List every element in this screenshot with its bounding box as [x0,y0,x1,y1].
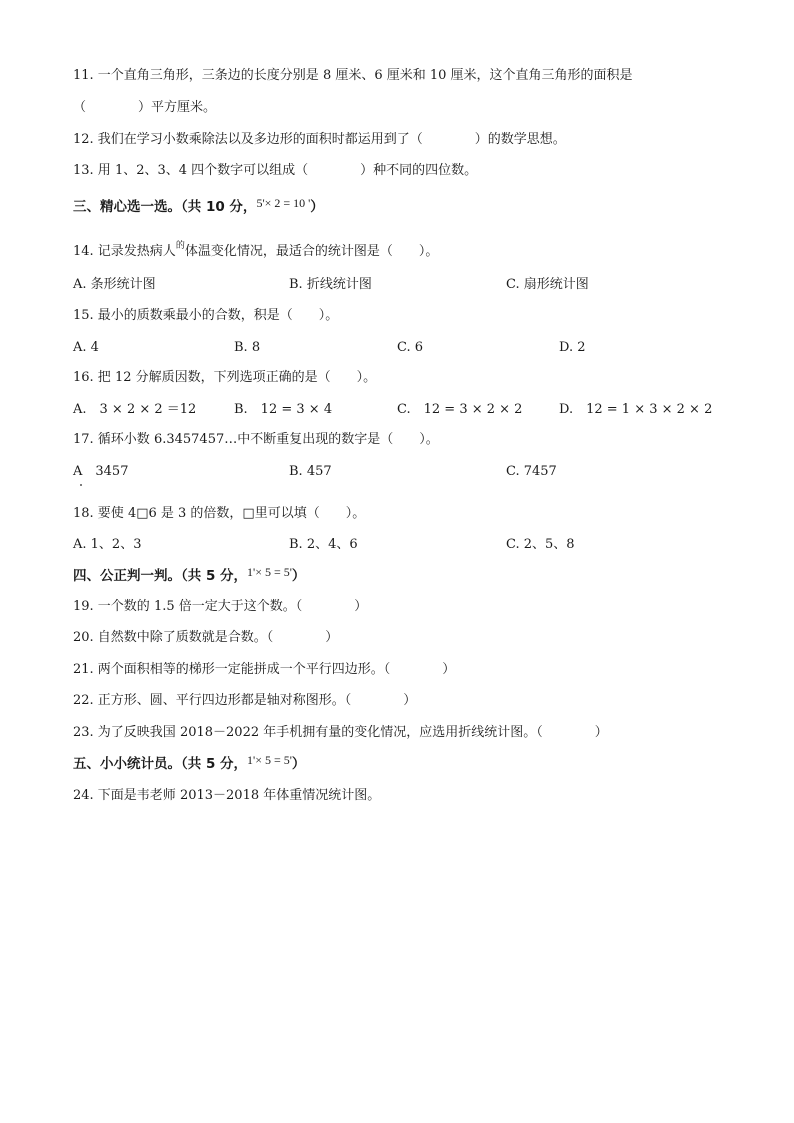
question-17-option-a: A 3457 [73,464,129,479]
section-3-title: 三、精心选一选。（共 10 分， [73,199,257,215]
question-15-option-d: D. 2 [559,340,586,355]
section-4-title: 四、公正判一判。（共 5 分， [73,568,248,584]
section-3-score-formula: 5'× 2 = 10 ' [256,196,311,210]
section-5-heading [73,754,305,774]
stray-dot-mark [80,484,82,486]
section-3-close: ） [310,199,324,215]
section-5-score-formula: 1'× 5 = 5' [247,753,292,767]
question-16-option-d: D. 12 = 1 × 3 × 2 × 2 [559,402,713,417]
question-23: 23. 为了反映我国 2018－2022 年手机拥有量的变化情况，应选用折线统计图。（ ） [73,725,608,740]
question-15: 15. 最小的质数乘最小的合数，积是（ ）。 [73,308,339,323]
section-3-heading [73,197,324,217]
question-14-before: 14. 记录发热病人 [73,244,176,259]
question-15-option-a: A. 4 [73,340,99,355]
question-11-line-2: （ ）平方厘米。 [73,100,217,115]
question-14-option-a: A. 条形统计图 [73,277,156,292]
question-15-option-b: B. 8 [234,340,261,355]
question-18-option-c: C. 2、5、8 [506,537,575,552]
question-21: 21. 两个面积相等的梯形一定能拼成一个平行四边形。（ ） [73,662,456,677]
question-18-option-a: A. 1、2、3 [73,537,142,552]
question-14-option-c: C. 扇形统计图 [506,277,589,292]
question-17-option-c: C. 7457 [506,464,557,479]
question-19: 19. 一个数的 1.5 倍一定大于这个数。（ ） [73,599,368,614]
question-15-option-c: C. 6 [397,340,424,355]
question-17-option-b: B. 457 [289,464,332,479]
question-22: 22. 正方形、圆、平行四边形都是轴对称图形。（ ） [73,693,417,708]
question-18-option-b: B. 2、4、6 [289,537,358,552]
question-14-mark: 的 [175,241,185,251]
question-14 [73,242,438,262]
section-4-score-formula: 1'× 5 = 5' [247,565,292,579]
question-24: 24. 下面是韦老师 2013－2018 年体重情况统计图。 [73,788,381,803]
question-17: 17. 循环小数 6.3457457…中不断重复出现的数字是（ ）。 [73,432,439,447]
question-20: 20. 自然数中除了质数就是合数。（ ） [73,630,339,645]
question-14-after: 体温变化情况，最适合的统计图是（ ）。 [184,244,439,259]
section-5-title: 五、小小统计员。（共 5 分， [73,756,248,772]
question-18: 18. 要使 4□6 是 3 的倍数，□里可以填（ ）。 [73,506,366,521]
section-4-close: ） [291,568,306,584]
question-14-option-b: B. 折线统计图 [289,277,372,292]
question-16-option-b: B. 12 = 3 × 4 [234,402,333,417]
question-16-option-c: C. 12 = 3 × 2 × 2 [397,402,523,417]
question-13: 13. 用 1、2、3、4 四个数字可以组成（ ）种不同的四位数。 [73,163,478,178]
section-5-close: ） [291,756,306,772]
question-12: 12. 我们在学习小数乘除法以及多边形的面积时都运用到了（ ）的数学思想。 [73,132,566,147]
question-16-option-a: A. 3 × 2 × 2 ＝12 [73,402,197,417]
section-4-heading [73,566,305,586]
question-11-line-1: 11. 一个直角三角形，三条边的长度分别是 8 厘米、6 厘米和 10 厘米，这个直角三角形的面积是 [73,68,633,83]
question-16: 16. 把 12 分解质因数，下列选项正确的是（ ）。 [73,370,377,385]
